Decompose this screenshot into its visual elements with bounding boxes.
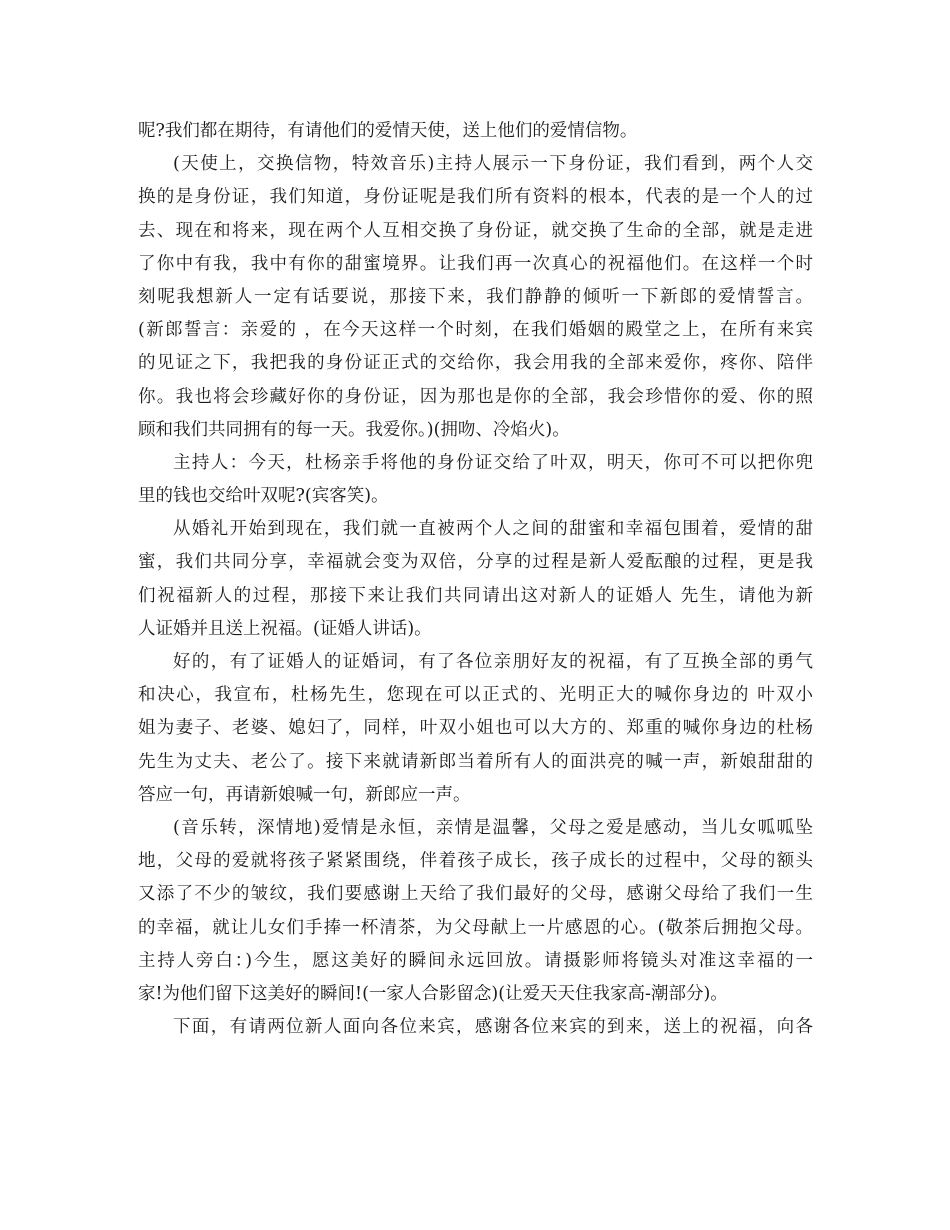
text-line: 好的，有了证婚人的证婚词，有了各位亲朋好友的祝福，有了互换全部的勇气 (173, 652, 813, 672)
text-line: 主持人旁白：)今生，愿这美好的瞬间永远回放。请摄影师将镜头对准这幸福的一 (138, 950, 813, 971)
text-line: 主持人：今天，杜杨亲手将他的身份证交给了叶双，明天，你可不可以把你兜 (173, 452, 813, 473)
text-line: 顾和我们共同拥有的每一天。我爱你。)(拥吻、冷焰火)。 (138, 419, 570, 440)
text-line: 和决心，我宣布，杜杨先生，您现在可以正式的、光明正大的喊你身边的 叶双小 (138, 685, 813, 706)
text-line: 了你中有我，我中有你的甜蜜境界。让我们再一次真心的祝福他们。在这样一个时 (138, 253, 813, 274)
text-line: 地，父母的爱就将孩子紧紧围绕，伴着孩子成长，孩子成长的过程中，父母的额头 (138, 851, 813, 872)
text-line: 的幸福，就让儿女们手捧一杯清茶，为父母献上一片感恩的心。(敬茶后拥抱父母。 (138, 917, 813, 938)
text-line: 下面，有请两位新人面向各位来宾，感谢各位来宾的到来，送上的祝福，向各 (173, 1017, 813, 1038)
text-line: 答应一句，再请新娘喊一句，新郎应一声。 (138, 784, 471, 805)
text-line: 们祝福新人的过程，那接下来让我们共同请出这对新人的证婚人 先生，请他为新 (138, 585, 813, 606)
text-line: 的见证之下，我把我的身份证正式的交给你，我会用我的全部来爱你，疼你、陪伴 (138, 353, 813, 374)
text-line: 家!为他们留下这美好的瞬间!(一家人合影留念)(让爱天天住我家高-潮部分)。 (138, 983, 728, 1004)
text-line: 又添了不少的皱纹，我们要感谢上天给了我们最好的父母，感谢父母给了我们一生 (138, 884, 813, 905)
text-line: (音乐转，深情地)爱情是永恒，亲情是温馨，父母之爱是感动，当儿女呱呱坠 (173, 817, 813, 838)
text-line: 人证婚并且送上祝福。(证婚人讲话)。 (138, 618, 432, 639)
text-line: 姐为妻子、老婆、媳妇了，同样，叶双小姐也可以大方的、郑重的喊你身边的杜杨 (138, 718, 813, 739)
text-line: (天使上，交换信物，特效音乐)主持人展示一下身份证，我们看到，两个人交 (173, 154, 813, 175)
text-line: 先生为丈夫、老公了。接下来就请新郎当着所有人的面洪亮的喊一声，新娘甜甜的 (138, 751, 813, 772)
text-line: (新郎誓言：亲爱的 ，在今天这样一个时刻，在我们婚姻的殿堂之上，在所有来宾 (138, 320, 813, 341)
text-line: 呢?我们都在期待，有请他们的爱情天使，送上他们的爱情信物。 (138, 121, 638, 141)
text-line: 你。我也将会珍藏好你的身份证，因为那也是你的全部，我会珍惜你的爱、你的照 (138, 386, 813, 407)
text-line: 刻呢我想新人一定有话要说，那接下来，我们静静的倾听一下新郎的爱情誓言。 (138, 286, 813, 307)
document-body (138, 115, 813, 1044)
text-line: 去、现在和将来，现在两个人互相交换了身份证，就交换了生命的全部，就是走进 (138, 220, 813, 241)
text-line: 从婚礼开始到现在，我们就一直被两个人之间的甜蜜和幸福包围着，爱情的甜 (173, 519, 813, 540)
text-line: 换的是身份证，我们知道，身份证呢是我们所有资料的根本，代表的是一个人的过 (138, 187, 813, 208)
text-line: 里的钱也交给叶双呢?(宾客笑)。 (138, 486, 389, 507)
text-line: 蜜，我们共同分享，幸福就会变为双倍，分享的过程是新人爱酝酿的过程，更是我 (138, 552, 813, 573)
